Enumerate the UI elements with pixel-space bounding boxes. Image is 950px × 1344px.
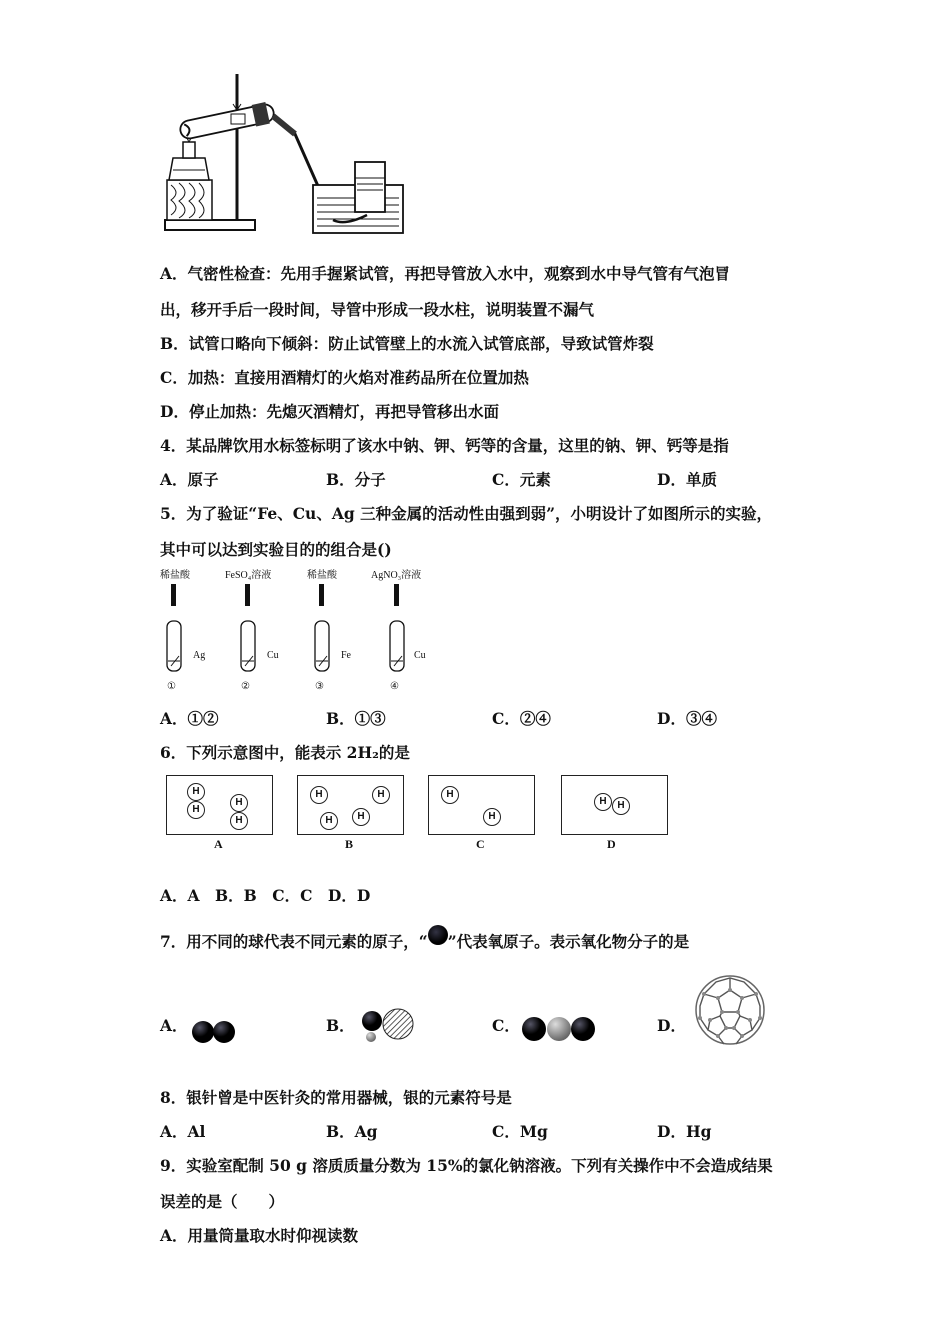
hydrogen-atom: H xyxy=(594,793,612,811)
tube-1-number: ① xyxy=(167,681,176,692)
diagram-label-b: B xyxy=(345,837,354,851)
q5-option-a: A．①② xyxy=(160,709,219,728)
q5-option-d: D．③④ xyxy=(657,709,717,728)
tube-3-number: ③ xyxy=(315,681,324,692)
tube-4-liquid: AgNO₃溶液 xyxy=(371,570,422,581)
q7-option-d: D． xyxy=(657,1016,686,1035)
q3-option-c: C．加热：直接用酒精灯的火焰对准药品所在位置加热 xyxy=(160,368,529,387)
q3-option-a-cont: 出，移开手后一段时间，导管中形成一段水柱，说明装置不漏气 xyxy=(160,300,595,319)
molecule-b-icon xyxy=(358,1006,418,1046)
test-tubes-diagram xyxy=(155,566,445,696)
q9-stem-line2: 误差的是（ ） xyxy=(160,1192,285,1211)
q4-stem: 4．某品牌饮用水标签标明了该水中钠、钾、钙等的含量，这里的钠、钾、钙等是指 xyxy=(160,436,729,455)
q9-stem-line1: 9．实验室配制 50 g 溶质质量分数为 15%的氯化钠溶液。下列有关操作中不会造成结果 xyxy=(160,1156,773,1175)
q4-option-a: A．原子 xyxy=(160,470,219,489)
hydrogen-atom: H xyxy=(187,783,205,801)
q8-option-c: C．Mg xyxy=(492,1122,548,1141)
hydrogen-atom: H xyxy=(230,812,248,830)
hydrogen-atom: H xyxy=(230,794,248,812)
diagram-label-c: C xyxy=(476,837,485,851)
diagram-label-a: A xyxy=(214,837,223,851)
oxygen-atom-icon xyxy=(428,925,448,945)
molecule-a-icon xyxy=(190,1018,242,1046)
hydrogen-atom: H xyxy=(612,797,630,815)
diagram-box-c xyxy=(428,775,535,835)
hydrogen-atom: H xyxy=(372,786,390,804)
tube-1-liquid: 稀盐酸 xyxy=(160,570,190,581)
tube-2-number: ② xyxy=(241,681,250,692)
q3-option-b: B．试管口略向下倾斜：防止试管壁上的水流入试管底部，导致试管炸裂 xyxy=(160,334,654,353)
hydrogen-atom: H xyxy=(310,786,328,804)
q9-option-a: A．用量筒量取水时仰视读数 xyxy=(160,1226,359,1245)
q5-option-b: B．①③ xyxy=(326,709,386,728)
hydrogen-atom: H xyxy=(320,812,338,830)
q8-option-d: D．Hg xyxy=(657,1122,712,1141)
q7-stem xyxy=(160,930,689,953)
q5-stem-line1: 5．为了验证“Fe、Cu、Ag 三种金属的活动性由强到弱”，小明设计了如图所示的实验， xyxy=(160,504,773,523)
hydrogen-atom: H xyxy=(352,808,370,826)
q5-option-c: C．②④ xyxy=(492,709,551,728)
q3-option-d: D．停止加热：先熄灭酒精灯，再把导管移出水面 xyxy=(160,402,499,421)
q8-stem: 8．银针曾是中医针灸的常用器械，银的元素符号是 xyxy=(160,1088,512,1107)
tube-2-metal: Cu xyxy=(267,650,279,661)
q7-option-c: C． xyxy=(492,1016,520,1035)
q3-option-a: A．气密性检查：先用手握紧试管，再把导管放入水中，观察到水中导气管有气泡冒 xyxy=(160,264,731,283)
hydrogen-atom: H xyxy=(441,786,459,804)
q7-stem-part1: 7．用不同的球代表不同元素的原子，“ xyxy=(160,932,428,951)
tube-1-metal: Ag xyxy=(193,650,206,661)
tube-4-metal: Cu xyxy=(414,650,426,661)
molecule-c-icon xyxy=(520,1014,598,1044)
q6-options: A．A B．B C．C D．D xyxy=(160,886,371,905)
diagram-label-d: D xyxy=(607,837,616,851)
hydrogen-atom: H xyxy=(483,808,501,826)
q4-option-b: B．分子 xyxy=(326,470,386,489)
q6-stem: 6．下列示意图中，能表示 2H₂的是 xyxy=(160,743,410,762)
tube-4-number: ④ xyxy=(390,681,399,692)
q7-option-a: A． xyxy=(160,1016,188,1035)
q4-option-d: D．单质 xyxy=(657,470,717,489)
fullerene-c60-icon xyxy=(690,972,770,1048)
q7-option-b: B． xyxy=(326,1016,355,1035)
tube-2-liquid: FeSO₄溶液 xyxy=(225,570,272,581)
tube-3-liquid: 稀盐酸 xyxy=(307,570,337,581)
q4-option-c: C．元素 xyxy=(492,470,551,489)
tube-3-metal: Fe xyxy=(341,650,351,661)
diagram-box-a xyxy=(166,775,273,835)
diagram-box-b xyxy=(297,775,404,835)
apparatus-diagram xyxy=(155,70,415,240)
q8-option-b: B．Ag xyxy=(326,1122,378,1141)
diagram-box-d xyxy=(561,775,668,835)
hydrogen-atom: H xyxy=(187,801,205,819)
q5-stem-line2: 其中可以达到实验目的的组合是() xyxy=(160,540,392,559)
q7-stem-part2: ”代表氧原子。表示氧化物分子的是 xyxy=(447,932,690,951)
q8-option-a: A．Al xyxy=(160,1122,206,1141)
